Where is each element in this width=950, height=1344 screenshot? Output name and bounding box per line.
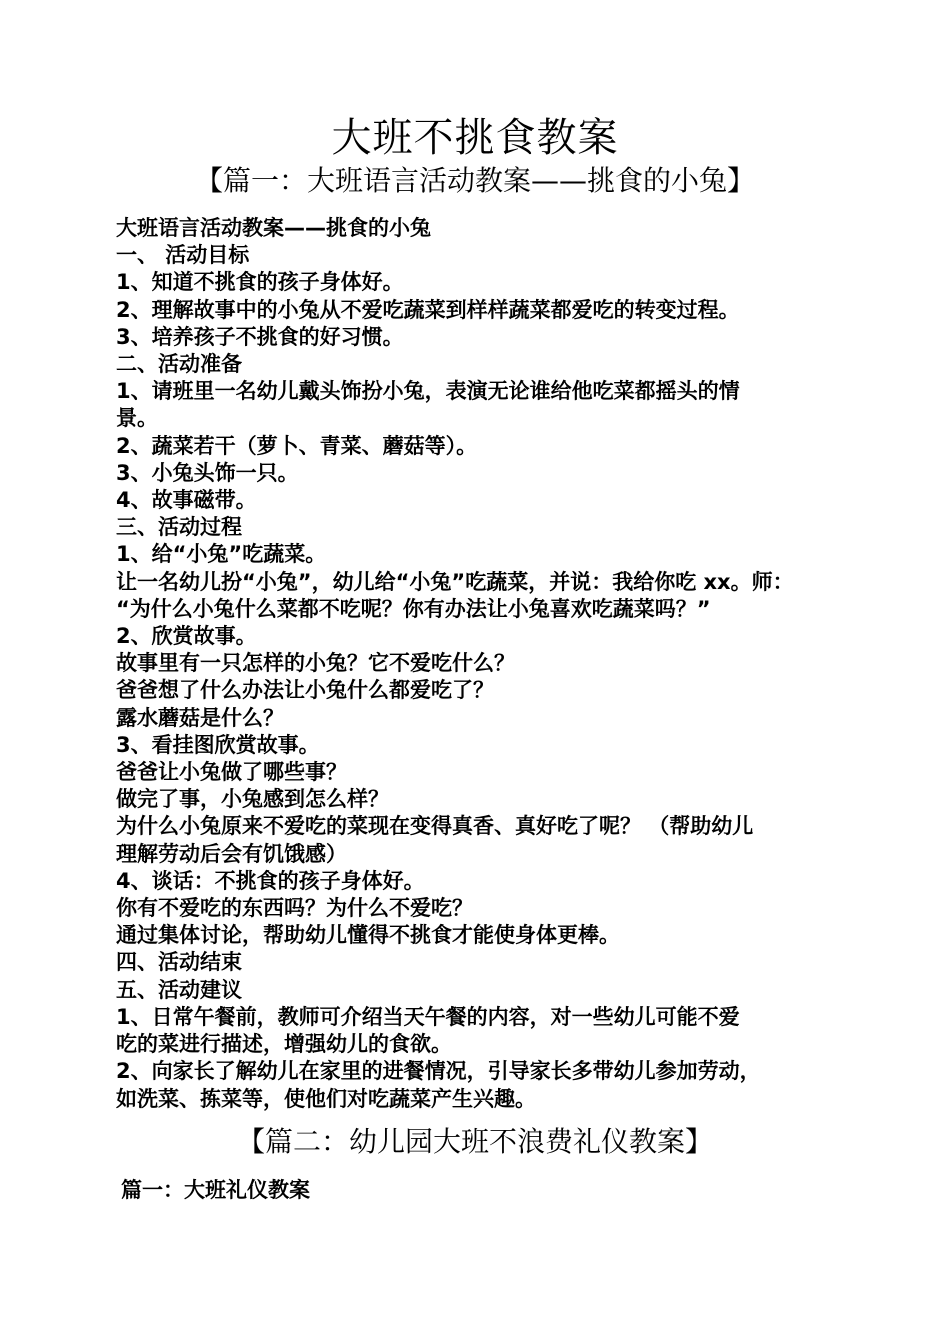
- section-heading-1: 【篇一：大班语言活动教案——挑食的小兔】: [194, 164, 755, 197]
- text-line: 爸爸让小兔做了哪些事？: [116, 760, 347, 785]
- text-line: 1、日常午餐前，教师可介绍当天午餐的内容，对一些幼儿可能不爱: [116, 1004, 740, 1029]
- section-heading-2: 【篇二：幼儿园大班不浪费礼仪教案】: [236, 1125, 713, 1158]
- text-line: 1、知道不挑食的孩子身体好。: [116, 270, 404, 295]
- text-line: 如洗菜、拣菜等，使他们对吃蔬菜产生兴趣。: [116, 1086, 536, 1111]
- text-line: 爸爸想了什么办法让小兔什么都爱吃了？: [116, 678, 494, 703]
- text-line: 1、请班里一名幼儿戴头饰扮小兔，表演无论谁给他吃菜都摇头的情: [116, 379, 740, 404]
- document-title: 大班不挑食教案: [331, 115, 619, 161]
- text-line: 吃的菜进行描述，增强幼儿的食欲。: [116, 1032, 452, 1057]
- text-line: 3、小兔头饰一只。: [116, 460, 299, 485]
- text-line: 4、故事磁带。: [116, 488, 257, 513]
- text-line: 通过集体讨论，帮助幼儿懂得不挑食才能使身体更棒。: [116, 923, 620, 948]
- text-line: 3、看挂图欣赏故事。: [116, 732, 320, 757]
- text-line: 一、 活动目标: [116, 243, 250, 268]
- text-line: 1、给“小兔”吃蔬菜。: [116, 542, 327, 567]
- body-text: [116, 215, 842, 1113]
- text-line: 3、培养孩子不挑食的好习惯。: [116, 324, 404, 349]
- text-line: 二、活动准备: [116, 352, 242, 377]
- text-line: 四、活动结束: [116, 950, 242, 975]
- text-line: 大班语言活动教案——挑食的小兔: [116, 216, 431, 240]
- text-line: 露水蘑菇是什么？: [116, 705, 284, 730]
- text-line: 4、谈话：不挑食的孩子身体好。: [116, 868, 425, 893]
- text-line: 三、活动过程: [116, 515, 242, 540]
- text-line: 五、活动建议: [116, 977, 242, 1002]
- text-line: 为什么小兔原来不爱吃的菜现在变得真香、真好吃了呢？ （帮助幼儿: [116, 814, 754, 839]
- text-line: 2、理解故事中的小兔从不爱吃蔬菜到样样蔬菜都爱吃的转变过程。: [116, 297, 740, 322]
- text-line: 做完了事，小兔感到怎么样？: [116, 787, 389, 812]
- text-line: 理解劳动后会有饥饿感）: [116, 841, 347, 866]
- subsection-title: 篇一：大班礼仪教案: [121, 1178, 310, 1202]
- text-line: 2、欣赏故事。: [116, 624, 257, 649]
- text-line: 你有不爱吃的东西吗？为什么不爱吃？: [116, 896, 473, 921]
- text-line: “为什么小兔什么菜都不吃呢？你有办法让小兔喜欢吃蔬菜吗？”: [116, 596, 711, 621]
- text-line: 2、向家长了解幼儿在家里的进餐情况，引导家长多带幼儿参加劳动，: [116, 1059, 761, 1084]
- text-line: 2、蔬菜若干（萝卜、青菜、蘑菇等）。: [116, 433, 478, 458]
- text-line: 景。: [116, 406, 158, 431]
- text-line: 故事里有一只怎样的小兔？它不爱吃什么？: [116, 651, 515, 676]
- text-line: 让一名幼儿扮“小兔”，幼儿给“小兔”吃蔬菜，并说：我给你吃 xx。师：: [116, 569, 794, 594]
